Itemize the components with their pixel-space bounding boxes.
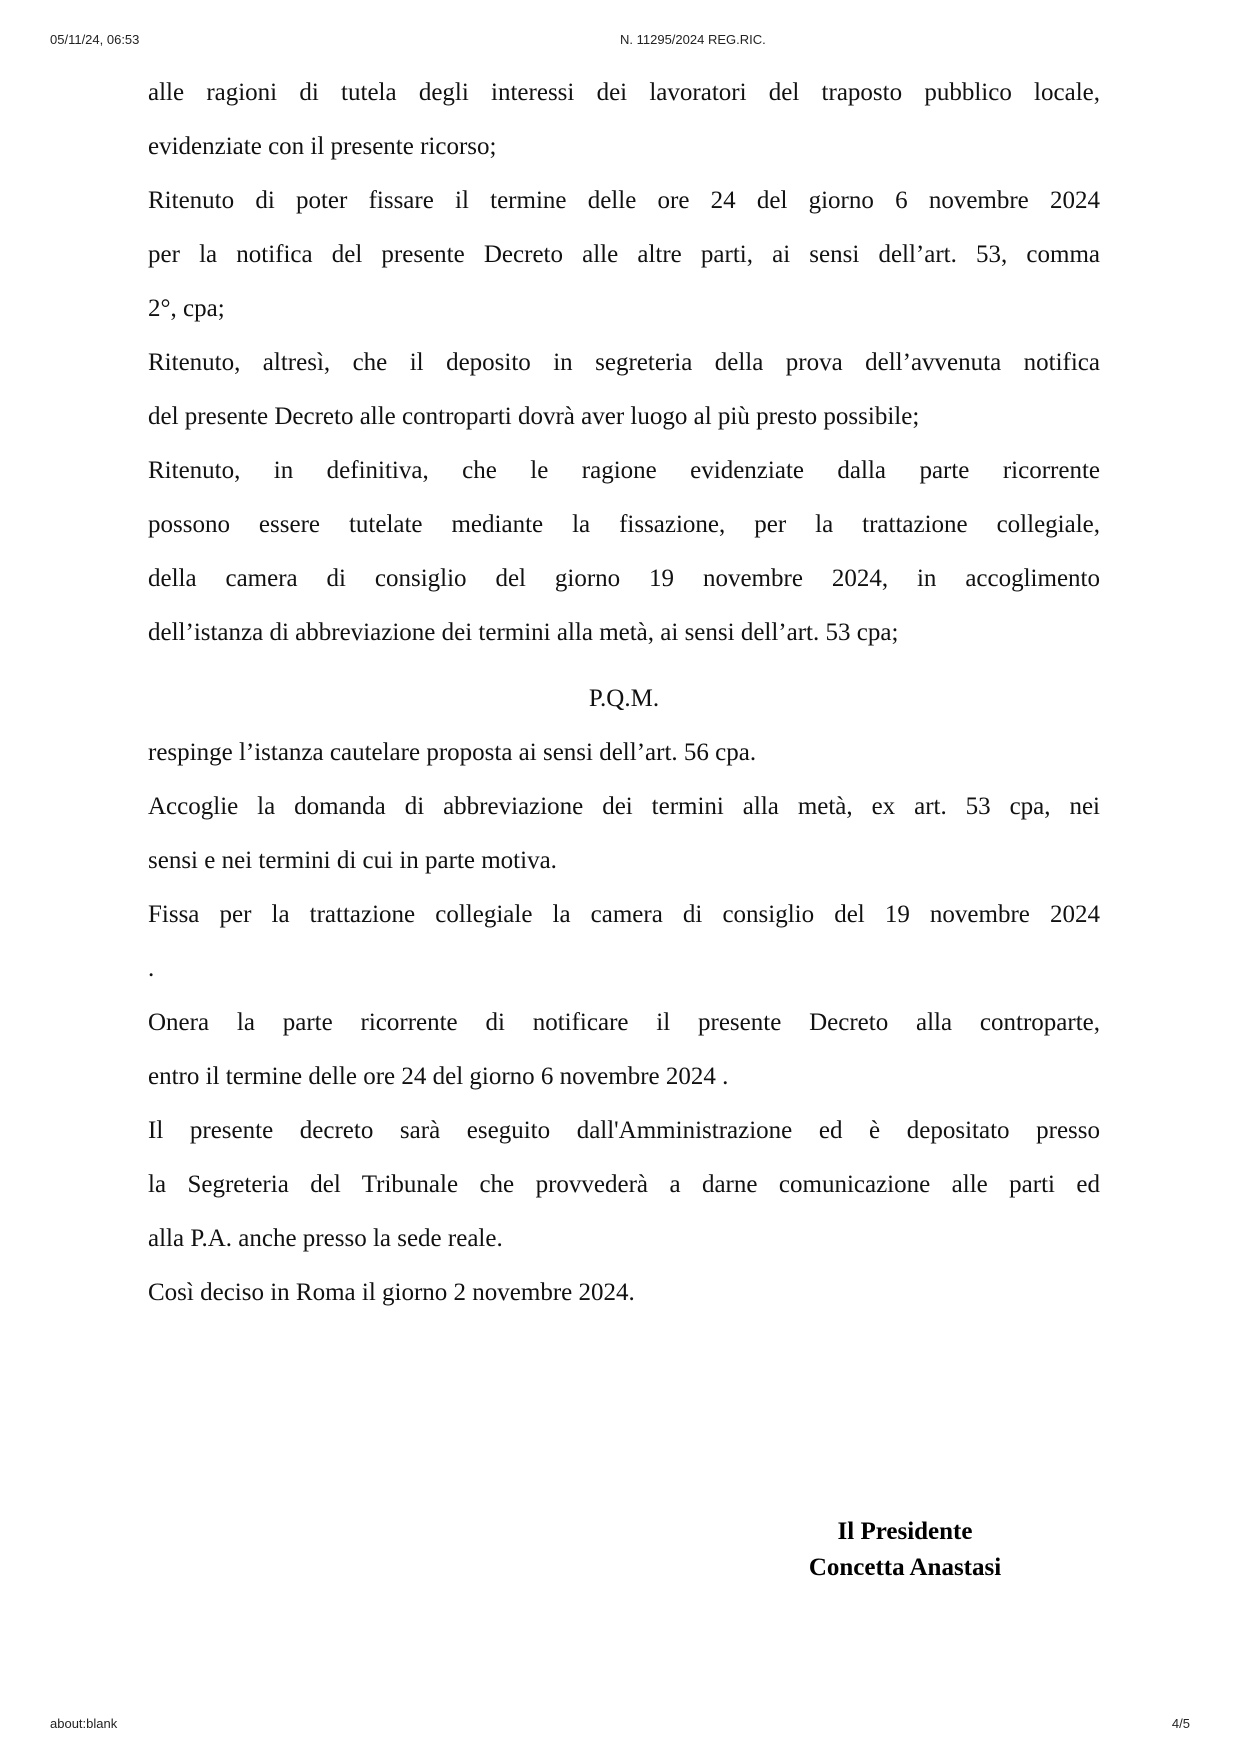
decision-line: Accoglie la domanda di abbreviazione dei termini alla metà, ex art. 53 cpa, nei xyxy=(148,793,1100,820)
signature-title: Il Presidente xyxy=(837,1518,973,1545)
body-line: 2°, cpa; xyxy=(148,295,225,322)
body-line: alle ragioni di tutela degli interessi dei lavoratori del traposto pubblico locale, xyxy=(148,79,1100,106)
decision-line: la Segreteria del Tribunale che provvederà a darne comunicazione alle parti ed xyxy=(148,1171,1100,1198)
body-line: Ritenuto di poter fissare il termine delle ore 24 del giorno 6 novembre 2024 xyxy=(148,187,1100,214)
body-line: per la notifica del presente Decreto alle altre parti, ai sensi dell’art. 53, comma xyxy=(148,241,1100,268)
decision-line: . xyxy=(148,955,155,982)
print-datetime: 05/11/24, 06:53 xyxy=(50,32,140,47)
footer-url: about:blank xyxy=(50,1716,118,1731)
decision-line: respinge l’istanza cautelare proposta ai sensi dell’art. 56 cpa. xyxy=(148,739,757,766)
case-number: N. 11295/2024 REG.RIC. xyxy=(620,32,766,47)
signature-name: Concetta Anastasi xyxy=(808,1554,1002,1581)
decision-line: Il presente decreto sarà eseguito dall'Amministrazione ed è depositato presso xyxy=(148,1117,1100,1144)
decision-line: entro il termine delle ore 24 del giorno 6 novembre 2024 . xyxy=(148,1063,729,1090)
decision-line: sensi e nei termini di cui in parte motiva. xyxy=(148,847,557,874)
decision-line: Fissa per la trattazione collegiale la camera di consiglio del 19 novembre 2024 xyxy=(148,901,1100,928)
body-line: della camera di consiglio del giorno 19 novembre 2024, in accoglimento xyxy=(148,565,1100,592)
body-line: possono essere tutelate mediante la fissazione, per la trattazione collegiale, xyxy=(148,511,1100,538)
body-line: Ritenuto, in definitiva, che le ragione evidenziate dalla parte ricorrente xyxy=(148,457,1100,484)
pqm-heading: P.Q.M. xyxy=(588,685,660,712)
document-body xyxy=(148,66,1100,1320)
body-line: del presente Decreto alle controparti dovrà aver luogo al più presto possibile; xyxy=(148,403,920,430)
decision-line: Onera la parte ricorrente di notificare il presente Decreto alla controparte, xyxy=(148,1009,1100,1036)
page-number: 4/5 xyxy=(1171,1716,1190,1731)
decision-line: Così deciso in Roma il giorno 2 novembre 2024. xyxy=(148,1279,635,1306)
signature-block xyxy=(760,1514,1050,1586)
body-line: Ritenuto, altresì, che il deposito in segreteria della prova dell’avvenuta notifica xyxy=(148,349,1100,376)
body-line: evidenziate con il presente ricorso; xyxy=(148,133,497,160)
decision-line: alla P.A. anche presso la sede reale. xyxy=(148,1225,503,1252)
body-line: dell’istanza di abbreviazione dei termini alla metà, ai sensi dell’art. 53 cpa; xyxy=(148,619,899,646)
